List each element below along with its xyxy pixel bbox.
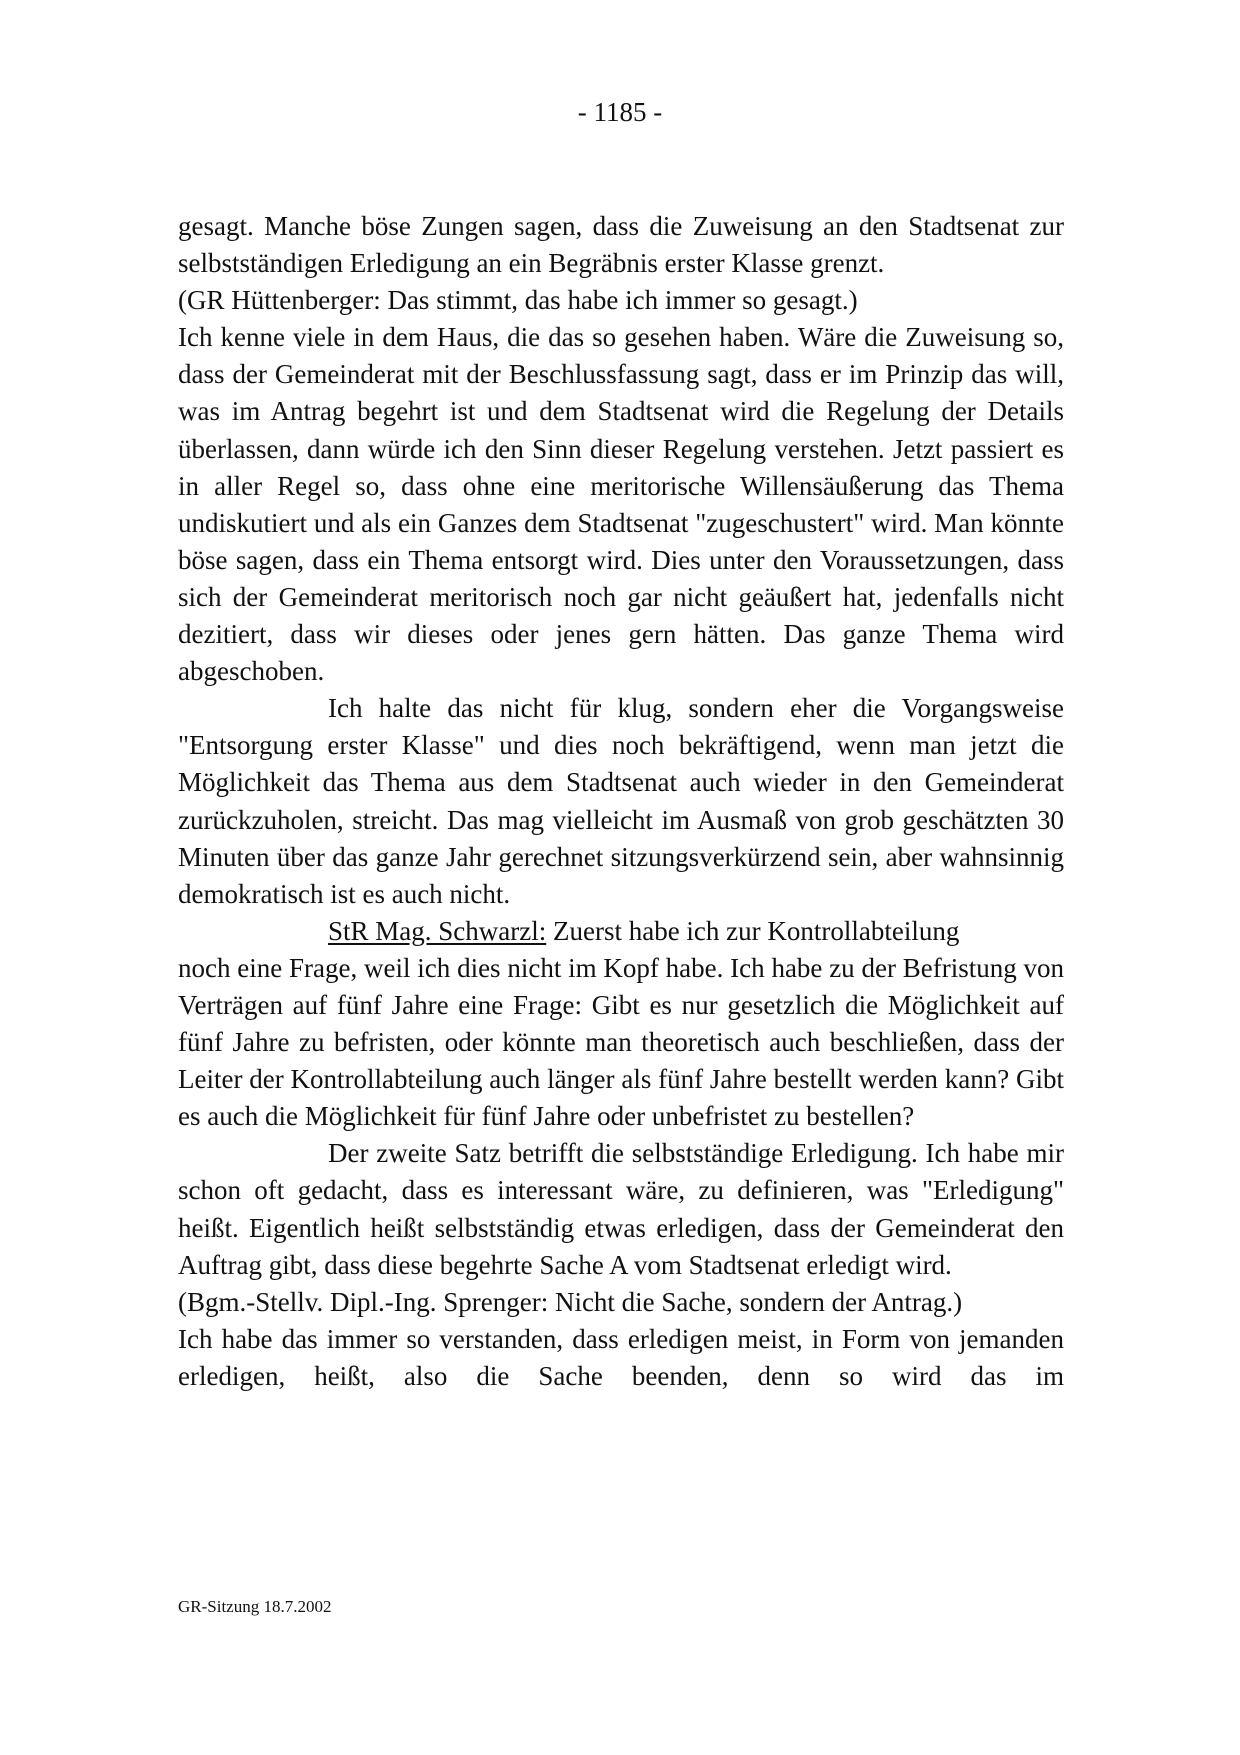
speaker-name: StR Mag. Schwarzl: — [328, 915, 547, 946]
paragraph: Der zweite Satz betrifft die selbstständige Erledigung. Ich habe mir schon oft gedacht, dass es interessant wäre, zu definieren, was "Erledigung" heißt. Eigentlich heißt selbstständig etwas erledigen, dass der Gemeinderat den Auftrag gibt, dass diese begehrte Sache A vom Stadtsenat erledigt wird. — [178, 1138, 1064, 1280]
paragraph: Ich kenne viele in dem Haus, die das so gesehen haben. Wäre die Zuweisung so, dass der Gemeinderat mit der Beschlussfassung sagt, dass er im Prinzip das will, was im Antrag begehrt ist und dem Stadtsenat wird die Regelung der Details überlassen, dann würde ich den Sinn dieser Regelung verstehen. Jetzt passiert es in aller Regel so, dass ohne eine meritorische Willensäußerung das Thema undiskutiert und als ein Ganzes dem Stadtsenat "zugeschustert" wird. Man könnte böse sagen, dass ein Thema entsorgt wird. Dies unter den Voraussetzungen, dass sich der Gemeinderat meritorisch noch gar nicht geäußert hat, jedenfalls nicht dezitiert, dass wir dieses oder jenes gern hätten. Das ganze Thema wird abgeschoben. — [178, 322, 1064, 687]
speaker-line-text: Zuerst habe ich zur Kontrollabteilung — [546, 915, 960, 946]
paragraph: gesagt. Manche böse Zungen sagen, dass die Zuweisung an den Stadtsenat zur selbstständigen Erledigung an ein Begräbnis erster Klasse grenzt. — [178, 211, 1064, 279]
paragraph: Ich halte das nicht für klug, sondern eher die Vorgangsweise "Entsorgung erster Klasse" und dies noch bekräftigend, wenn man jetzt die Möglichkeit das Thema aus dem Stadtsenat auch wieder in den Gemeinderat zurückzuholen, streicht. Das mag vielleicht im Ausmaß von grob geschätzten 30 Minuten über das ganze Jahr gerechnet sitzungsverkürzend sein, aber wahnsinnig demokratisch ist es auch nicht. — [178, 693, 1064, 909]
paragraph: noch eine Frage, weil ich dies nicht im Kopf habe. Ich habe zu der Befristung von Verträgen auf fünf Jahre eine Frage: Gibt es nur gesetzlich die Möglichkeit auf fünf Jahre zu befristen, oder könnte man theoretisch auch beschließen, dass der Leiter der Kontrollabteilung auch länger als fünf Jahre bestellt werden kann? Gibt es auch die Möglichkeit für fünf Jahre oder unbefristet zu bestellen? — [178, 952, 1064, 1132]
page-number: - 1185 - — [577, 97, 663, 127]
speaker-line — [178, 913, 1064, 950]
paragraph: Ich habe das immer so verstanden, dass erledigen meist, in Form von jemanden erledigen, heißt, also die Sache beenden, denn so wird das im — [178, 1323, 1064, 1391]
interjection: (Bgm.-Stellv. Dipl.-Ing. Sprenger: Nicht die Sache, sondern der Antrag.) — [178, 1286, 963, 1317]
interjection: (GR Hüttenberger: Das stimmt, das habe ich immer so gesagt.) — [178, 285, 858, 316]
document-body — [178, 208, 1064, 1395]
footer: GR-Sitzung 18.7.2002 — [178, 1597, 332, 1616]
